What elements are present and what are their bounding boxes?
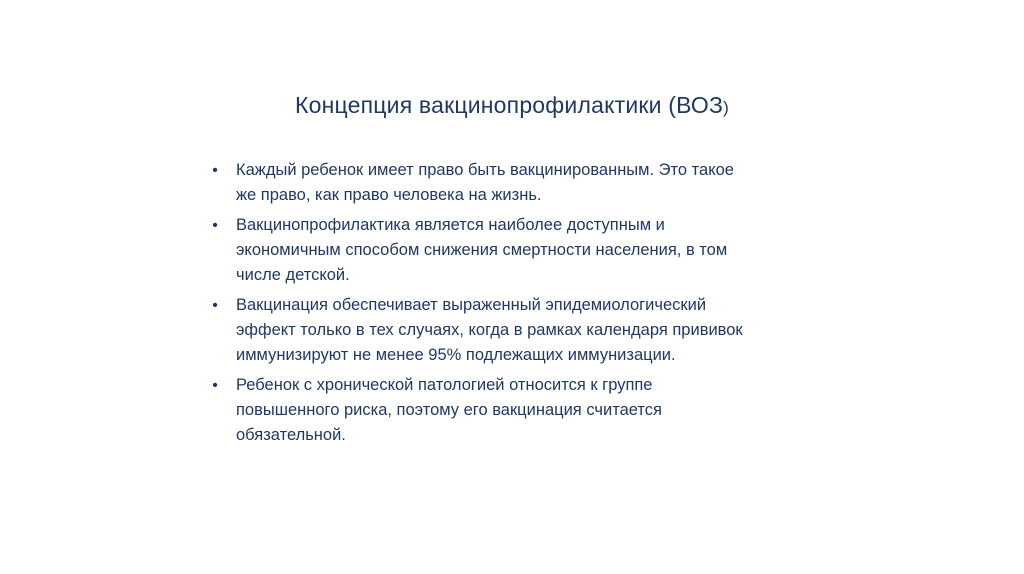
bullet-line: обязательной. xyxy=(236,426,346,444)
slide-title xyxy=(0,92,1024,119)
bullet-dot-icon: • xyxy=(212,377,218,394)
bullet-dot-icon: • xyxy=(212,217,218,234)
bullet-dot-icon: • xyxy=(212,162,218,179)
bullet-line: повышенного риска, поэтому его вакцинация считается xyxy=(236,401,662,419)
bullet-item xyxy=(208,158,828,208)
bullet-line: экономичным способом снижения смертности населения, в том xyxy=(236,241,728,259)
bullet-line: Ребенок с хронической патологией относится к группе xyxy=(236,376,653,394)
bullet-line: эффект только в тех случаях, когда в рамках календаря прививок xyxy=(236,321,743,339)
bullet-dot-icon: • xyxy=(212,297,218,314)
bullet-item xyxy=(208,293,828,368)
bullet-line: Вакцинация обеспечивает выраженный эпидемиологический xyxy=(236,296,707,314)
slide-title-closing-paren: ) xyxy=(723,98,729,117)
bullet-line: же право, как право человека на жизнь. xyxy=(236,186,542,204)
bullet-item xyxy=(208,373,828,448)
bullet-line: иммунизируют не менее 95% подлежащих иммунизации. xyxy=(236,346,676,364)
bullet-line: числе детской. xyxy=(236,266,350,284)
slide-title-text: Концепция вакцинопрофилактики (ВОЗ xyxy=(295,92,724,118)
bullet-line: Каждый ребенок имеет право быть вакцинированным. Это такое xyxy=(236,161,734,179)
bullet-line: Вакцинопрофилактика является наиболее доступным и xyxy=(236,216,665,234)
bullet-item xyxy=(208,213,828,288)
bullet-list xyxy=(208,158,828,453)
